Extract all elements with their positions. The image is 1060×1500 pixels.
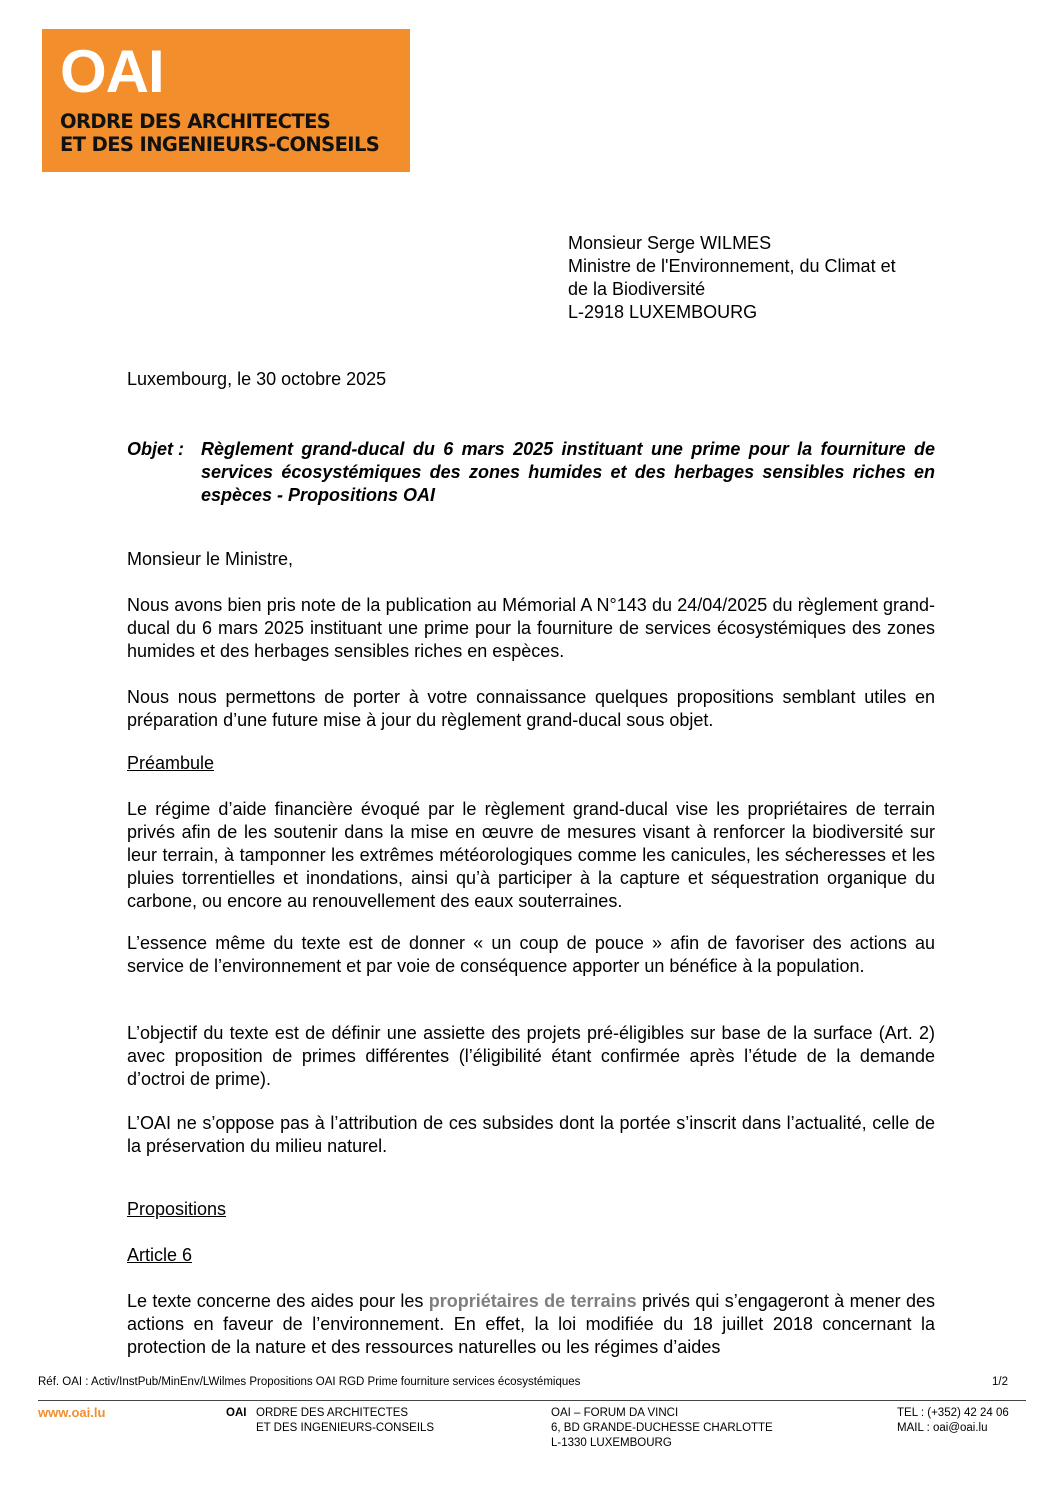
footer-address [551, 1406, 773, 1451]
footer-contact [897, 1406, 1009, 1436]
paragraph-objectif: L’objectif du texte est de définir une assiette des projets pré-éligibles sur base de la surface (Art. 2) avec proposition de primes différentes (l’éligibilité étant confirmée après l’étude de la demande d’octroi de prime). [127, 1023, 935, 1089]
heading-article-6: Article 6 [127, 1245, 193, 1265]
footer-org-abbr: OAI [226, 1407, 247, 1419]
footer-org-line-1: ORDRE DES ARCHITECTES [256, 1407, 409, 1419]
subject-block [127, 438, 935, 507]
footer-organization [226, 1406, 434, 1436]
logo-line-1: ORDRE DES ARCHITECTES [60, 110, 331, 133]
logo-mark: OAI [60, 38, 164, 105]
recipient-name: Monsieur Serge WILMES [568, 233, 772, 253]
article6-text-end: privés qui s’engageront à mener des actions en faveur de l’environnement. En effet, la loi modifiée du 18 juillet 2018 concernant la protection de la nature et des ressources naturelles ou les régimes d’aides [127, 1291, 935, 1357]
footer-address-line-2: 6, BD GRANDE-DUCHESSE CHARLOTTE [551, 1422, 773, 1434]
website-link[interactable]: www.oai.lu [38, 1405, 106, 1420]
footer-address-line-3: L-1330 LUXEMBOURG [551, 1437, 672, 1449]
heading-preambule: Préambule [127, 753, 215, 773]
highlighted-proprietaires: propriétaires de terrains [428, 1291, 637, 1311]
recipient-title: Ministre de l'Environnement, du Climat et [568, 256, 896, 276]
footer-org-line-2: ET DES INGENIEURS-CONSEILS [256, 1422, 435, 1434]
recipient-address [568, 232, 896, 324]
recipient-city: L-2918 LUXEMBOURG [568, 302, 758, 322]
footer-email[interactable]: MAIL : oai@oai.lu [897, 1422, 988, 1434]
heading-propositions: Propositions [127, 1199, 227, 1219]
paragraph-publication: Nous avons bien pris note de la publication au Mémorial A N°143 du 24/04/2025 du règlement grand-ducal du 6 mars 2025 instituant une prime pour la fourniture de services écosystémiques des zones humides et des herbages sensibles riches en espèces. [127, 595, 935, 661]
paragraph-regime: Le régime d’aide financière évoqué par le règlement grand-ducal vise les propriétaires de terrain privés afin de les soutenir dans la mise en œuvre de mesures visant à renforcer la biodiversité sur leur terrain, à tamponner les extrêmes météorologiques comme les canicules, les sécheresses et les pluies torrentielles et inondations, ainsi qu’à participer à la capture et séquestration organique du carbone, ou encore au renouvellement des eaux souterraines. [127, 799, 935, 911]
article6-text-start: Le texte concerne des aides pour les [127, 1291, 429, 1311]
reference-line: Réf. OAI : Activ/InstPub/MinEnv/LWilmes Propositions OAI RGD Prime fourniture services écosystémiques [38, 1376, 581, 1388]
paragraph-article-6 [127, 1290, 935, 1359]
logo-line-2: ET DES INGENIEURS-CONSEILS [60, 133, 380, 156]
paragraph-oai-position: L’OAI ne s’oppose pas à l’attribution de ces subsides dont la portée s’inscrit dans l’actualité, celle de la préservation du milieu naturel. [127, 1113, 935, 1156]
oai-logo [42, 29, 410, 172]
footer-phone: TEL : (+352) 42 24 06 [897, 1407, 1009, 1419]
footer-divider [38, 1400, 1026, 1401]
recipient-title-cont: de la Biodiversité [568, 279, 706, 299]
letter-date: Luxembourg, le 30 octobre 2025 [127, 369, 387, 389]
paragraph-propositions-intro: Nous nous permettons de porter à votre connaissance quelques propositions semblant utiles en préparation d’une future mise à jour du règlement grand-ducal sous objet. [127, 687, 935, 730]
salutation: Monsieur le Ministre, [127, 549, 294, 569]
footer-address-line-1: OAI – FORUM DA VINCI [551, 1407, 679, 1419]
subject-text: Règlement grand-ducal du 6 mars 2025 instituant une prime pour la fourniture de services écosystémiques des zones humides et des herbages sensibles riches en espèces - Propositions OAI [201, 439, 935, 505]
paragraph-essence: L’essence même du texte est de donner « un coup de pouce » afin de favoriser des actions au service de l’environnement et par voie de conséquence apporter un bénéfice à la population. [127, 933, 935, 976]
page-number: 1/2 [992, 1376, 1008, 1388]
subject-label: Objet : [127, 439, 184, 459]
